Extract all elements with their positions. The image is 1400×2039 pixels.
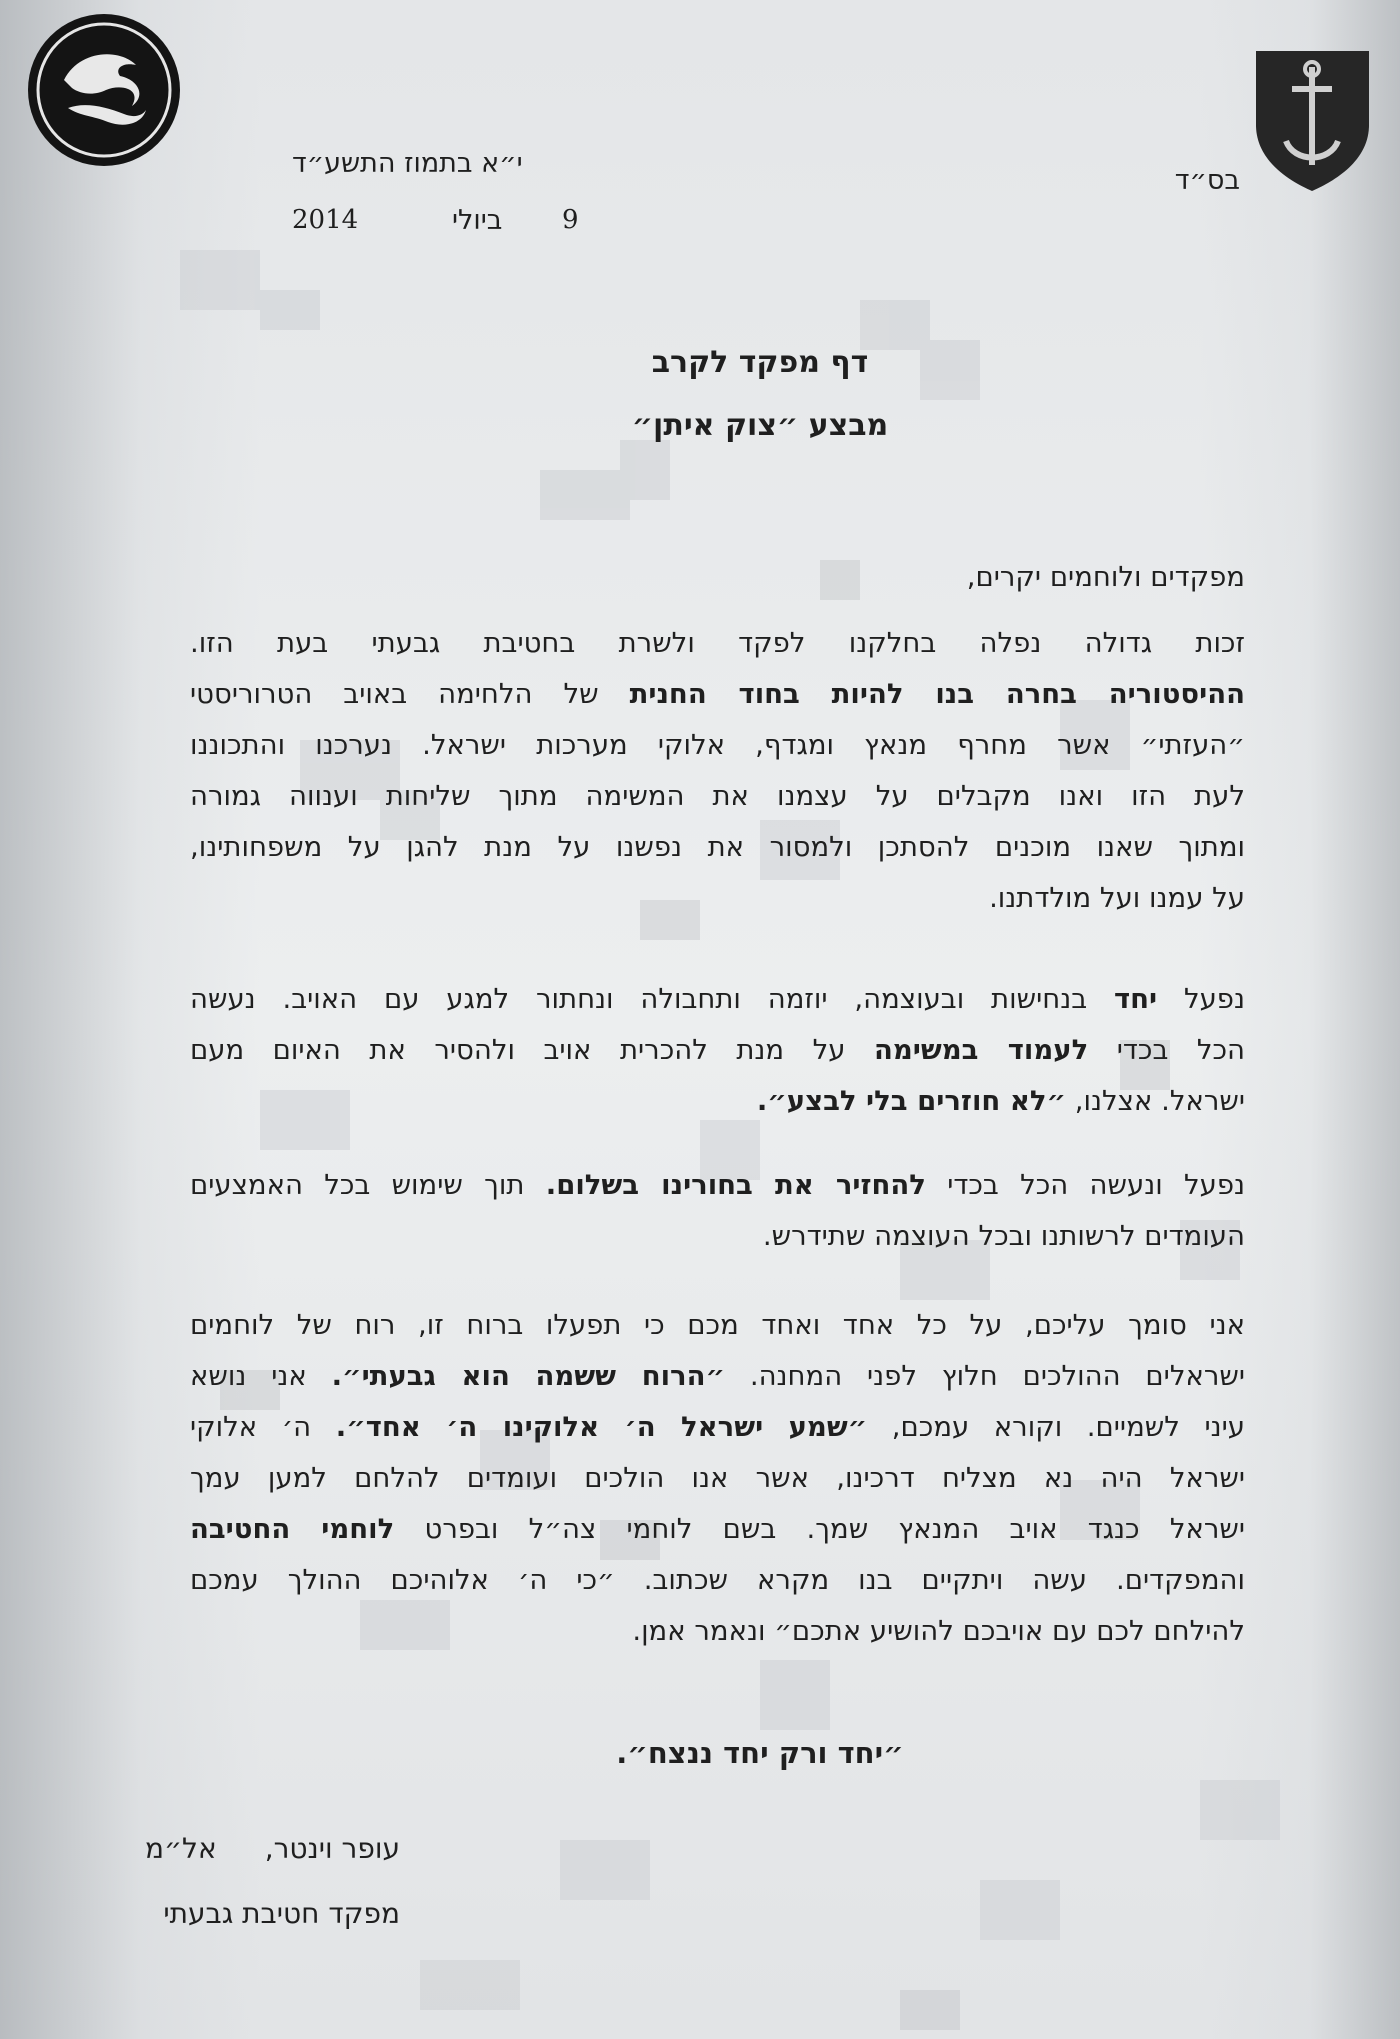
paragraph-2	[190, 974, 1245, 1127]
p2-l2-c: על מנת להכרית אויב ולהסיר את האיום מעם	[190, 1034, 874, 1066]
signature-name-line	[145, 1832, 400, 1865]
greeting-text: מפקדים ולוחמים יקרים,	[966, 561, 1245, 593]
p4-line-1: אני סומך עליכם, על כל אחד ואחד מכם כי תפעלו ברוח זו, רוח של לוחמים	[190, 1309, 1245, 1341]
p3-line-1	[190, 1160, 1245, 1211]
gregorian-date	[292, 205, 592, 245]
paragraph-3	[190, 1160, 1245, 1262]
p2-l1-a: נפעל	[1157, 983, 1245, 1015]
signature-rank: אל״מ	[144, 1832, 217, 1865]
document-title: דף מפקד לקרב	[651, 345, 869, 380]
greeting	[190, 552, 1245, 603]
p1-line-5: ומתוך שאנו מוכנים להסתכן ולמסור את נפשנו על מנת להגן על משפחותינו,	[190, 831, 1245, 863]
operation-title: מבצע ״צוק איתן״	[631, 408, 889, 443]
signature-name: עופר וינטר,	[264, 1832, 400, 1865]
p4-line-7: להילחם לכם עם אויבכם להושיע אתכם״ ונאמר אמן.	[632, 1615, 1245, 1647]
closing-slogan: ״יחד ורק יחד ננצח״.	[616, 1736, 904, 1770]
p3-l1-c: תוך שימוש בכל האמצעים	[190, 1169, 546, 1201]
paragraph-4	[190, 1300, 1245, 1657]
p4-line-3	[190, 1402, 1245, 1453]
p1-line-2	[190, 669, 1245, 720]
p4-l2-c: אני נושא	[190, 1360, 332, 1392]
p4-line-6: והמפקדים. עשה ויתקיים בנו מקרא שכתוב. ״כי ה׳ אלוהיכם ההולך עמכם	[190, 1564, 1245, 1596]
p1-line-1: זכות גדולה נפלה בחלקנו לפקד ולשרת בחטיבת גבעתי בעת הזו.	[190, 627, 1245, 659]
p1-line-4: לעת הזו ואנו מקבלים על עצמנו את המשימה מתוך שליחות וענווה גמורה	[190, 780, 1245, 812]
p3-line-2: העומדים לרשותנו ובכל העוצמה שתידרש.	[762, 1220, 1245, 1252]
p4-l2-bold: ״הרוח ששמה הוא גבעתי״.	[331, 1360, 725, 1392]
p2-l3-bold: ״לא חוזרים בלי לבצע״.	[756, 1085, 1067, 1117]
date-day: 9	[562, 205, 579, 235]
bsd-heading: בס״ד	[1174, 165, 1240, 196]
paragraph-1	[190, 618, 1245, 924]
p4-l5-bold: לוחמי החטיבה	[190, 1513, 395, 1545]
hebrew-date: י״א בתמוז התשע״ד	[292, 148, 523, 179]
p1-line-2-bold: ההיסטוריה בחרה בנו להיות בחוד החנית	[629, 678, 1245, 710]
p4-line-2	[190, 1351, 1245, 1402]
p2-l3-a: ישראל. אצלנו,	[1066, 1085, 1245, 1117]
p2-l1-c: בנחישות ובעוצמה, יוזמה ותחבולה ונחתור למגע עם האויב. נעשה	[190, 983, 1114, 1015]
p4-l3-a: עיני לשמיים. וקורא עמכם,	[867, 1411, 1245, 1443]
p1-line-6: על עמנו ועל מולדתנו.	[989, 882, 1245, 914]
p3-l1-a: נפעל ונעשה הכל בכדי	[925, 1169, 1245, 1201]
p4-line-5	[190, 1504, 1245, 1555]
signature-role: מפקד חטיבת גבעתי	[163, 1897, 400, 1930]
p2-l2-bold: לעמוד במשימה	[873, 1034, 1089, 1066]
p4-l3-c: ה׳ אלוקי	[190, 1411, 336, 1443]
p1-line-3: ״העזתי״ אשר מחרף מנאץ ומגדף, אלוקי מערכות ישראל. נערכנו והתכוננו	[190, 729, 1245, 761]
p2-line-1	[190, 974, 1245, 1025]
p2-line-3	[190, 1076, 1245, 1127]
p4-l3-bold: ״שמע ישראל ה׳ אלוקינו ה׳ אחד״.	[335, 1411, 868, 1443]
p4-l2-a: ישראלים ההולכים חלוץ לפני המחנה.	[725, 1360, 1245, 1392]
p1-line-2-rest: של הלחימה באויב הטרוריסטי	[190, 678, 630, 710]
p3-l1-bold: להחזיר את בחורינו בשלום.	[545, 1169, 926, 1201]
p2-l2-a: הכל בכדי	[1088, 1034, 1245, 1066]
p4-l5-a: ישראל כנגד אויב המנאץ שמך. בשם לוחמי צה״ל ובפרט	[394, 1513, 1245, 1545]
p2-line-2	[190, 1025, 1245, 1076]
p2-l1-bold: יחד	[1113, 983, 1158, 1015]
p4-line-4: ישראל היה נא מצליח דרכינו, אשר אנו הולכים ועומדים להלחם למען עמך	[190, 1462, 1245, 1494]
date-month: ביולי	[452, 205, 503, 236]
date-year: 2014	[292, 205, 359, 235]
